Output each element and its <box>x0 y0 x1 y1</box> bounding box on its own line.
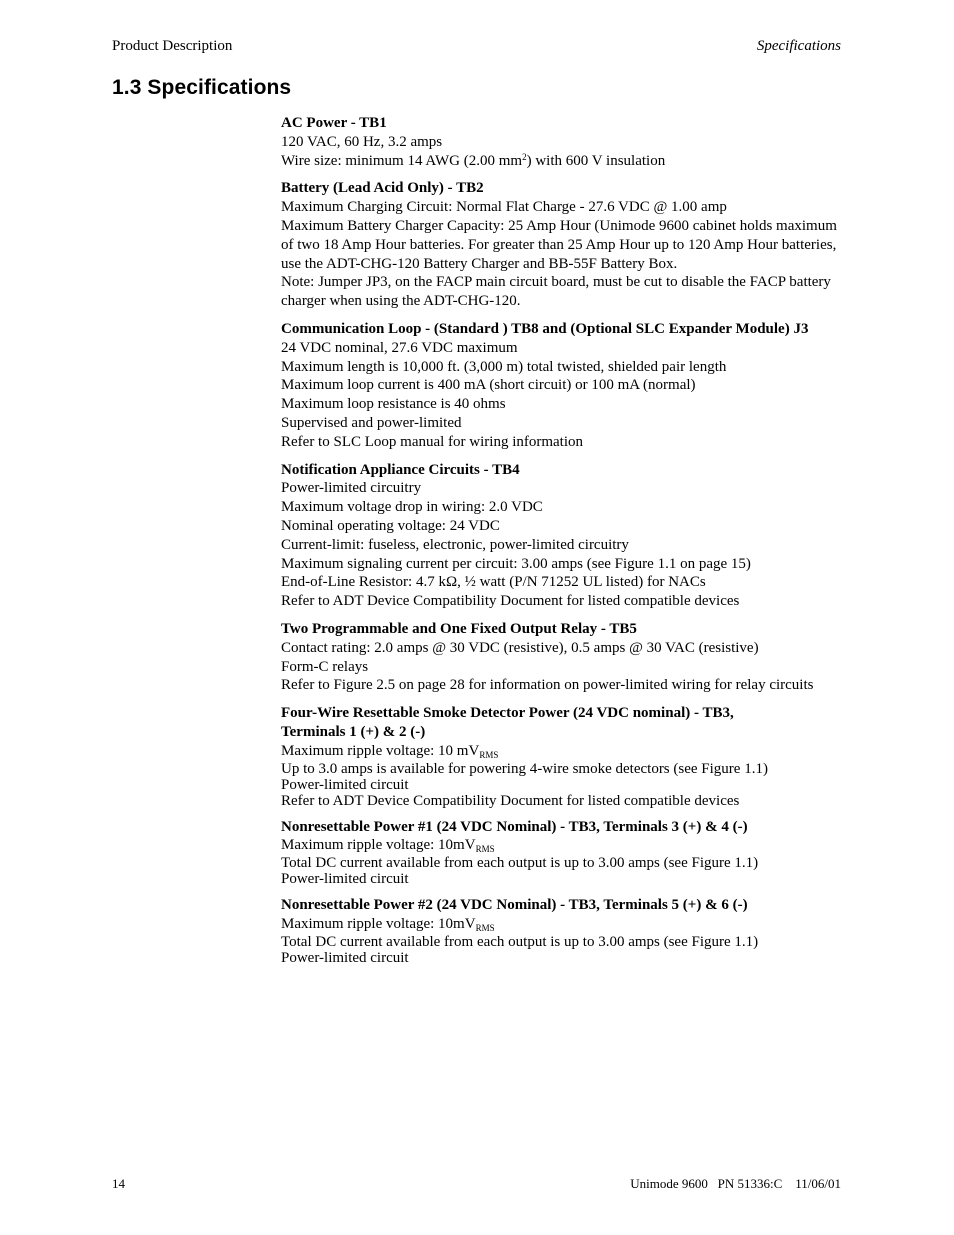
spec-ac-power <box>281 114 841 170</box>
spec-line-ripple <box>281 836 841 855</box>
spec-title-continued: Terminals 1 (+) & 2 (-) <box>281 723 426 740</box>
spec-title: Nonresettable Power #1 (24 VDC Nominal) - TB3, Terminals 3 (+) & 4 (-) <box>281 818 748 835</box>
text: ) with 600 V insulation <box>526 152 666 169</box>
spec-line: Power-limited circuit <box>281 949 409 966</box>
spec-line: Refer to Figure 2.5 on page 28 for information on power-limited wiring for relay circuits <box>281 677 814 694</box>
superscript: 2 <box>522 151 527 162</box>
spec-line: Total DC current available from each output is up to 3.00 amps (see Figure 1.1) <box>281 855 759 872</box>
spec-line: Maximum signaling current per circuit: 3.00 amps (see Figure 1.1 on page 15) <box>281 555 751 572</box>
spec-line: Maximum voltage drop in wiring: 2.0 VDC <box>281 499 543 516</box>
spec-line: Contact rating: 2.0 amps @ 30 VDC (resistive), 0.5 amps @ 30 VAC (resistive) <box>281 639 759 656</box>
spec-line: Maximum length is 10,000 ft. (3,000 m) total twisted, shielded pair length <box>281 358 727 375</box>
subscript: RMS <box>475 844 495 855</box>
spec-line: Maximum Charging Circuit: Normal Flat Charge - 27.6 VDC @ 1.00 amp <box>281 199 727 216</box>
spec-line-ripple <box>281 915 841 934</box>
spec-smoke-detector-power <box>281 704 841 808</box>
spec-line-ripple <box>281 742 841 761</box>
section-heading: 1.3 Specifications <box>112 76 292 99</box>
spec-title: AC Power - TB1 <box>281 115 387 131</box>
specifications-body <box>281 114 841 975</box>
spec-nonresettable-power-2 <box>281 896 841 966</box>
spec-line: Refer to SLC Loop manual for wiring information <box>281 433 584 450</box>
spec-line: Refer to ADT Device Compatibility Document for listed compatible devices <box>281 593 740 610</box>
spec-line: 120 VAC, 60 Hz, 3.2 amps <box>281 133 443 150</box>
spec-line: Power-limited circuitry <box>281 480 422 497</box>
spec-title: Notification Appliance Circuits - TB4 <box>281 461 520 478</box>
text: Maximum ripple voltage: 10mV <box>281 837 476 854</box>
spec-line: Nominal operating voltage: 24 VDC <box>281 517 500 534</box>
spec-notification-appliance-circuits <box>281 461 841 611</box>
spec-line: 24 VDC nominal, 27.6 VDC maximum <box>281 339 518 356</box>
spec-title: Battery (Lead Acid Only) - TB2 <box>281 180 484 197</box>
spec-note: Note: Jumper JP3, on the FACP main circuit board, must be cut to disable the FACP battery charger when using the ADT-CHG-120. <box>281 274 831 310</box>
running-header-left: Product Description <box>112 38 233 54</box>
spec-line: Refer to ADT Device Compatibility Document for listed compatible devices <box>281 792 740 809</box>
page-number: 14 <box>112 1176 125 1191</box>
subscript: RMS <box>475 922 495 933</box>
running-header-right: Specifications <box>756 38 841 54</box>
spec-line-wire-size <box>281 152 841 171</box>
spec-title: Nonresettable Power #2 (24 VDC Nominal) - TB3, Terminals 5 (+) & 6 (-) <box>281 897 748 914</box>
footer-document-info: Unimode 9600 PN 51336:C 11/06/01 <box>630 1176 841 1191</box>
spec-line: Supervised and power-limited <box>281 414 462 431</box>
text: Maximum ripple voltage: 10mV <box>281 915 476 932</box>
text: Maximum ripple voltage: 10 mV <box>281 742 480 759</box>
spec-title: Two Programmable and One Fixed Output Relay - TB5 <box>281 620 637 637</box>
spec-line: Up to 3.0 amps is available for powering 4-wire smoke detectors (see Figure 1.1) <box>281 760 768 777</box>
spec-line: End-of-Line Resistor: 4.7 kΩ, ½ watt (P/N 71252 UL listed) for NACs <box>281 574 706 591</box>
spec-line: Current-limit: fuseless, electronic, power-limited circuitry <box>281 536 629 553</box>
spec-title: Four-Wire Resettable Smoke Detector Power (24 VDC nominal) - TB3, <box>281 705 734 722</box>
spec-battery <box>281 179 841 311</box>
spec-line: Maximum loop current is 400 mA (short circuit) or 100 mA (normal) <box>281 377 696 394</box>
spec-communication-loop <box>281 320 841 452</box>
spec-output-relay <box>281 620 841 695</box>
spec-paragraph: Maximum Battery Charger Capacity: 25 Amp Hour (Unimode 9600 cabinet holds maximum of two 18 Amp Hour batteries. For greater than 25 Amp Hour up to 120 Amp Hour batteries, use the ADT-CHG-120 Battery Charger and BB-55F Battery Box. <box>281 217 837 272</box>
spec-line: Power-limited circuit <box>281 871 409 888</box>
spec-line: Power-limited circuit <box>281 776 409 793</box>
spec-line: Maximum loop resistance is 40 ohms <box>281 396 506 413</box>
spec-nonresettable-power-1 <box>281 818 841 888</box>
subscript: RMS <box>479 749 499 760</box>
spec-line: Form-C relays <box>281 658 369 675</box>
spec-line: Total DC current available from each output is up to 3.00 amps (see Figure 1.1) <box>281 933 759 950</box>
text: Wire size: minimum 14 AWG (2.00 mm <box>281 152 523 169</box>
spec-title: Communication Loop - (Standard ) TB8 and (Optional SLC Expander Module) J3 <box>281 320 809 337</box>
